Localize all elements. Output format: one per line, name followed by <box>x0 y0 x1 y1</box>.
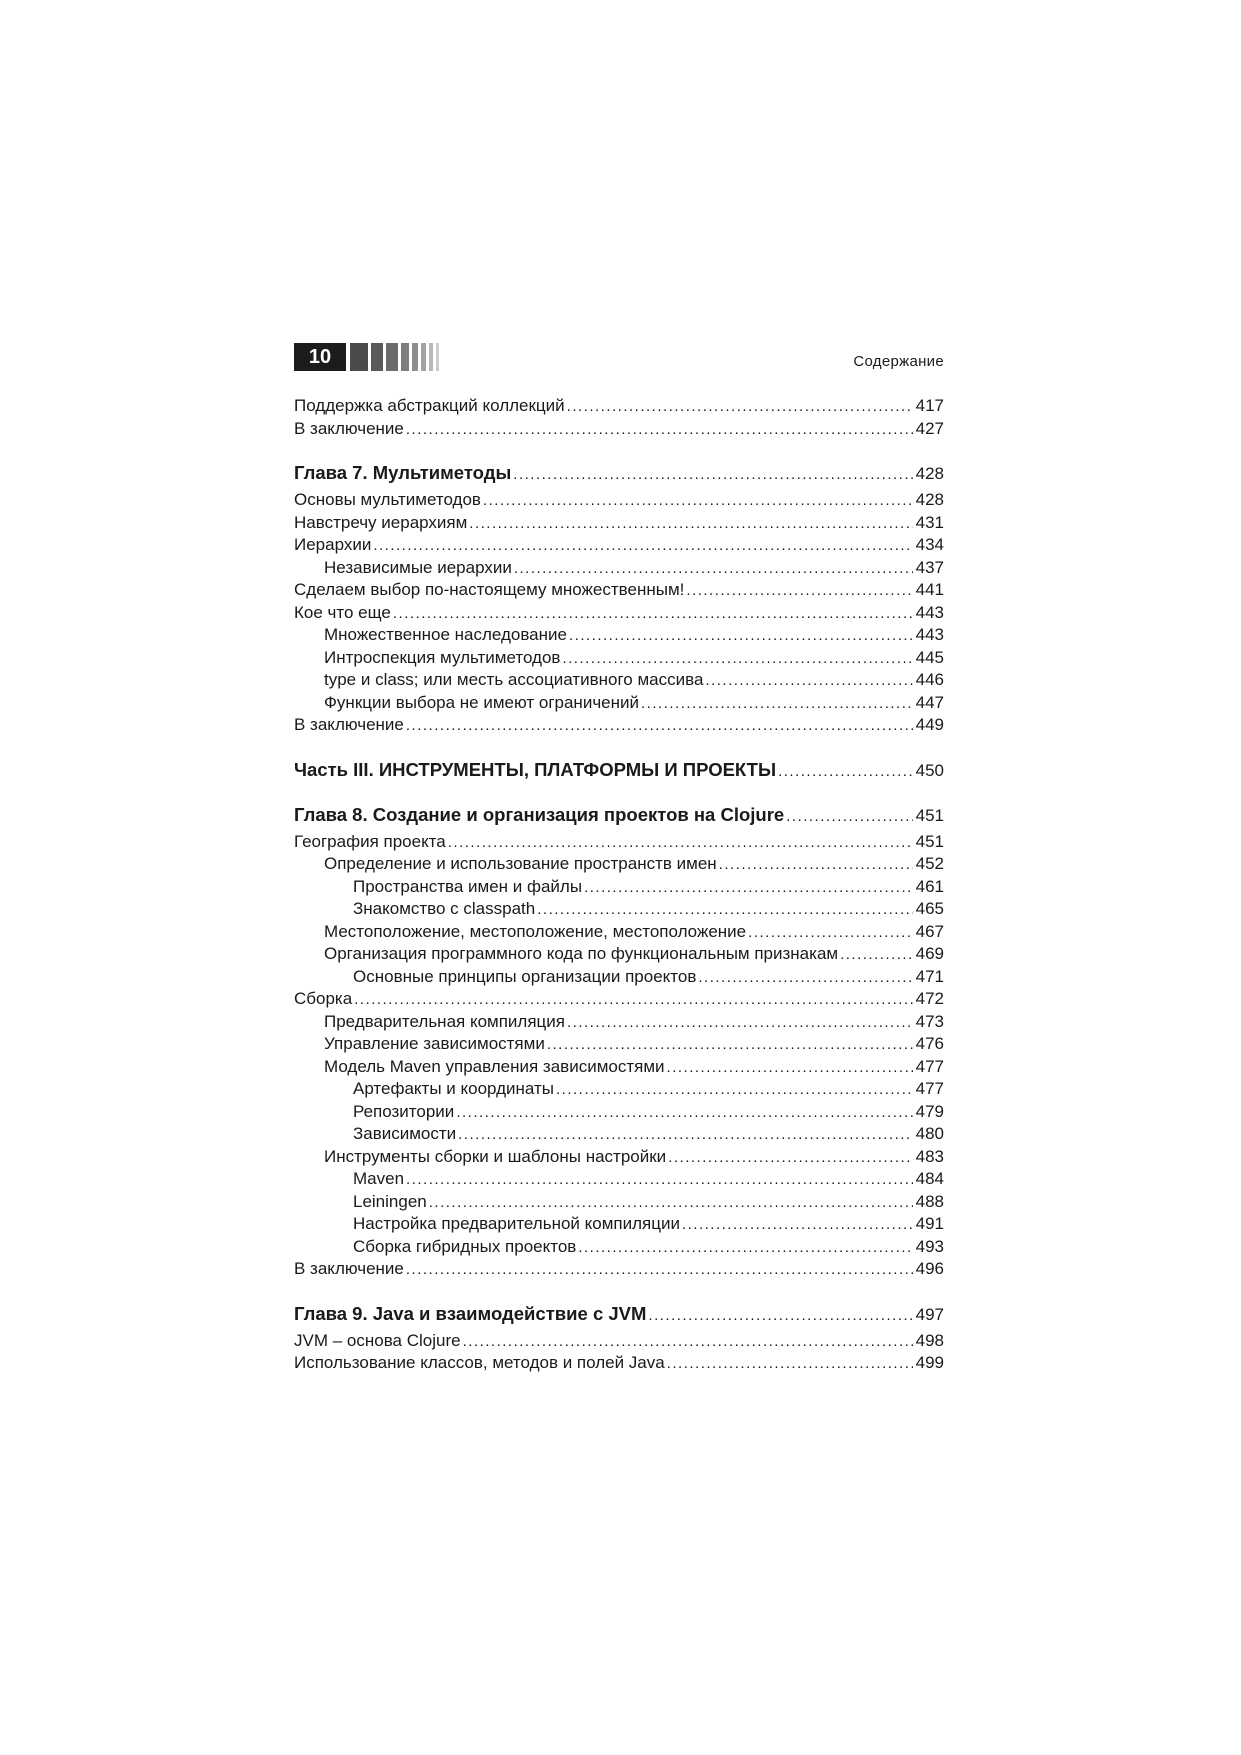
toc-page-number: 428 <box>915 490 944 509</box>
toc-title: Сборка <box>294 989 353 1008</box>
toc-leader-dots <box>682 1214 913 1237</box>
toc-page-number: 450 <box>915 760 944 780</box>
toc-leader-dots <box>667 1353 913 1376</box>
toc-entry <box>294 647 944 670</box>
toc-page-number: 428 <box>915 464 944 483</box>
toc-leader-dots <box>648 1304 912 1328</box>
toc-title: Пространства имен и файлы <box>353 876 583 896</box>
toc-entry <box>294 669 944 692</box>
toc-chapter <box>294 461 944 485</box>
toc-page-number: 446 <box>915 670 944 689</box>
toc-entry <box>294 1056 944 1079</box>
toc-page-number: 467 <box>915 921 944 941</box>
toc-entry <box>294 1236 944 1259</box>
toc-leader-dots <box>778 760 913 784</box>
toc-leader-dots <box>406 1259 913 1282</box>
toc-page-number: 479 <box>915 1101 944 1121</box>
toc-leader-dots <box>840 944 913 967</box>
toc-title: Настройка предварительной компиляции <box>353 1214 680 1233</box>
toc-page-number: 477 <box>915 1079 944 1098</box>
running-head: Содержание <box>853 353 944 370</box>
toc-entry <box>294 943 944 966</box>
toc-page-number: 498 <box>915 1330 944 1350</box>
toc-page-number: 483 <box>915 1146 944 1166</box>
toc-entry <box>294 921 944 944</box>
toc-entry <box>294 1078 944 1101</box>
toc-leader-dots <box>584 877 913 900</box>
header-bar <box>386 343 398 371</box>
toc-title: Знакомство с classpath <box>353 899 536 918</box>
toc-entry <box>294 512 944 535</box>
toc-title: Функции выбора не имеют ограничений <box>324 692 640 712</box>
toc-entry <box>294 624 944 647</box>
toc-leader-dots <box>569 625 913 648</box>
table-of-contents <box>294 395 944 1375</box>
toc-page-number: 417 <box>915 396 944 415</box>
toc-page-number: 471 <box>915 966 944 986</box>
header-bar <box>350 343 368 371</box>
toc-leader-dots <box>547 1034 913 1057</box>
toc-title: JVM – основа Clojure <box>294 1330 461 1350</box>
toc-page-number: 437 <box>915 557 944 577</box>
toc-entry <box>294 692 944 715</box>
toc-leader-dots <box>406 1169 913 1192</box>
toc-page-number: 499 <box>915 1353 944 1372</box>
toc-page-number: 496 <box>915 1259 944 1278</box>
toc-page-number: 443 <box>915 602 944 622</box>
toc-page-number: 445 <box>915 647 944 667</box>
toc-entry <box>294 1168 944 1191</box>
toc-title: Глава 8. Создание и организация проектов на Clojure <box>294 803 785 825</box>
toc-leader-dots <box>748 922 913 945</box>
toc-title: Модель Maven управления зависимостями <box>324 1056 665 1076</box>
header-bar <box>371 343 383 371</box>
toc-page-number: 427 <box>915 418 944 438</box>
header-bar <box>401 343 409 371</box>
toc-title: Репозитории <box>353 1101 455 1121</box>
toc-title: Местоположение, местоположение, местоположение <box>324 921 747 941</box>
toc-entry <box>294 1258 944 1281</box>
toc-entry <box>294 557 944 580</box>
toc-leader-dots <box>448 832 913 855</box>
toc-title: В заключение <box>294 418 404 438</box>
toc-leader-dots <box>537 899 912 922</box>
toc-title: type и class; или месть ассоциативного массива <box>324 670 704 689</box>
toc-title: В заключение <box>294 715 404 734</box>
toc-title: Кое что еще <box>294 602 391 622</box>
toc-entry <box>294 395 944 418</box>
header-bar <box>421 343 426 371</box>
toc-page-number: 497 <box>915 1304 944 1324</box>
toc-page-number: 461 <box>915 876 944 896</box>
toc-title: Навстречу иерархиям <box>294 512 468 532</box>
toc-entry <box>294 1033 944 1056</box>
toc-leader-dots <box>354 989 912 1012</box>
toc-leader-dots <box>373 535 912 558</box>
toc-entry <box>294 714 944 737</box>
toc-entry <box>294 1101 944 1124</box>
toc-title: Независимые иерархии <box>324 557 512 577</box>
toc-title: Сделаем выбор по-настоящему множественным! <box>294 580 685 599</box>
toc-title: Артефакты и координаты <box>353 1079 554 1098</box>
toc-entry <box>294 1146 944 1169</box>
toc-leader-dots <box>513 463 912 487</box>
toc-leader-dots <box>578 1237 912 1260</box>
toc-page-number: 488 <box>915 1191 944 1211</box>
toc-chapter <box>294 758 944 782</box>
toc-entry <box>294 418 944 441</box>
toc-page-number: 477 <box>915 1056 944 1076</box>
toc-title: Maven <box>353 1169 405 1188</box>
toc-leader-dots <box>667 1057 913 1080</box>
toc-page-number: 449 <box>915 715 944 734</box>
toc-page-number: 493 <box>915 1236 944 1256</box>
toc-leader-dots <box>469 513 912 536</box>
toc-entry <box>294 602 944 625</box>
toc-title: Глава 9. Java и взаимодействие с JVM <box>294 1302 647 1324</box>
toc-title: Управление зависимостями <box>324 1034 545 1053</box>
toc-leader-dots <box>429 1192 913 1215</box>
toc-leader-dots <box>406 715 913 738</box>
toc-chapter <box>294 803 944 827</box>
toc-page <box>294 343 944 1375</box>
toc-title: Основные принципы организации проектов <box>353 966 697 986</box>
toc-leader-dots <box>668 1147 912 1170</box>
toc-leader-dots <box>514 558 913 581</box>
toc-page-number: 451 <box>915 805 944 825</box>
header-bar <box>436 343 439 371</box>
toc-page-number: 469 <box>915 944 944 963</box>
toc-entry <box>294 853 944 876</box>
toc-chapter <box>294 1302 944 1326</box>
toc-entry <box>294 1352 944 1375</box>
toc-entry <box>294 1330 944 1353</box>
decorative-bars <box>350 343 442 371</box>
toc-title: Часть III. ИНСТРУМЕНТЫ, ПЛАТФОРМЫ И ПРОЕКТЫ <box>294 758 777 780</box>
toc-entry <box>294 1011 944 1034</box>
toc-page-number: 473 <box>915 1011 944 1031</box>
toc-page-number: 443 <box>915 625 944 644</box>
toc-leader-dots <box>463 1331 913 1354</box>
toc-leader-dots <box>705 670 912 693</box>
toc-page-number: 484 <box>915 1169 944 1188</box>
toc-leader-dots <box>483 490 913 513</box>
header-bar <box>412 343 418 371</box>
toc-entry <box>294 534 944 557</box>
toc-leader-dots <box>719 854 913 877</box>
toc-title: Поддержка абстракций коллекций <box>294 396 565 415</box>
toc-entry <box>294 898 944 921</box>
toc-title: В заключение <box>294 1259 404 1278</box>
toc-title: География проекта <box>294 831 446 851</box>
toc-leader-dots <box>567 1012 913 1035</box>
toc-title: Зависимости <box>353 1124 457 1143</box>
toc-entry <box>294 988 944 1011</box>
toc-title: Определение и использование пространств имен <box>324 854 717 873</box>
toc-entry <box>294 579 944 602</box>
toc-page-number: 441 <box>915 580 944 599</box>
toc-entry <box>294 876 944 899</box>
toc-leader-dots <box>406 419 913 442</box>
toc-leader-dots <box>641 693 913 716</box>
toc-entry <box>294 489 944 512</box>
toc-title: Множественное наследование <box>324 625 567 644</box>
toc-leader-dots <box>562 648 912 671</box>
toc-leader-dots <box>556 1079 913 1102</box>
page-number: 10 <box>294 343 346 371</box>
page-header <box>294 343 944 373</box>
toc-page-number: 451 <box>915 831 944 851</box>
toc-page-number: 480 <box>915 1124 944 1143</box>
toc-title: Иерархии <box>294 535 372 554</box>
toc-entry <box>294 1191 944 1214</box>
toc-page-number: 447 <box>915 692 944 712</box>
toc-title: Сборка гибридных проектов <box>353 1236 577 1256</box>
toc-leader-dots <box>458 1124 912 1147</box>
toc-title: Основы мультиметодов <box>294 490 481 509</box>
toc-page-number: 472 <box>915 989 944 1008</box>
toc-leader-dots <box>456 1102 912 1125</box>
toc-title: Предварительная компиляция <box>324 1011 565 1031</box>
toc-entry <box>294 831 944 854</box>
toc-leader-dots <box>686 580 912 603</box>
toc-page-number: 431 <box>915 512 944 532</box>
toc-entry <box>294 1123 944 1146</box>
toc-title: Глава 7. Мультиметоды <box>294 462 512 483</box>
toc-page-number: 452 <box>915 854 944 873</box>
toc-leader-dots <box>393 603 913 626</box>
toc-page-number: 434 <box>915 535 944 554</box>
toc-leader-dots <box>567 396 913 419</box>
toc-title: Инструменты сборки и шаблоны настройки <box>324 1146 667 1166</box>
toc-page-number: 491 <box>915 1214 944 1233</box>
toc-title: Организация программного кода по функциональным признакам <box>324 944 839 963</box>
toc-entry <box>294 966 944 989</box>
toc-entry <box>294 1213 944 1236</box>
toc-page-number: 476 <box>915 1034 944 1053</box>
toc-leader-dots <box>786 805 912 829</box>
toc-page-number: 465 <box>915 899 944 918</box>
toc-title: Использование классов, методов и полей Java <box>294 1353 665 1372</box>
toc-title: Интроспекция мультиметодов <box>324 647 561 667</box>
header-bar <box>429 343 433 371</box>
toc-leader-dots <box>698 967 912 990</box>
toc-title: Leiningen <box>353 1191 427 1211</box>
